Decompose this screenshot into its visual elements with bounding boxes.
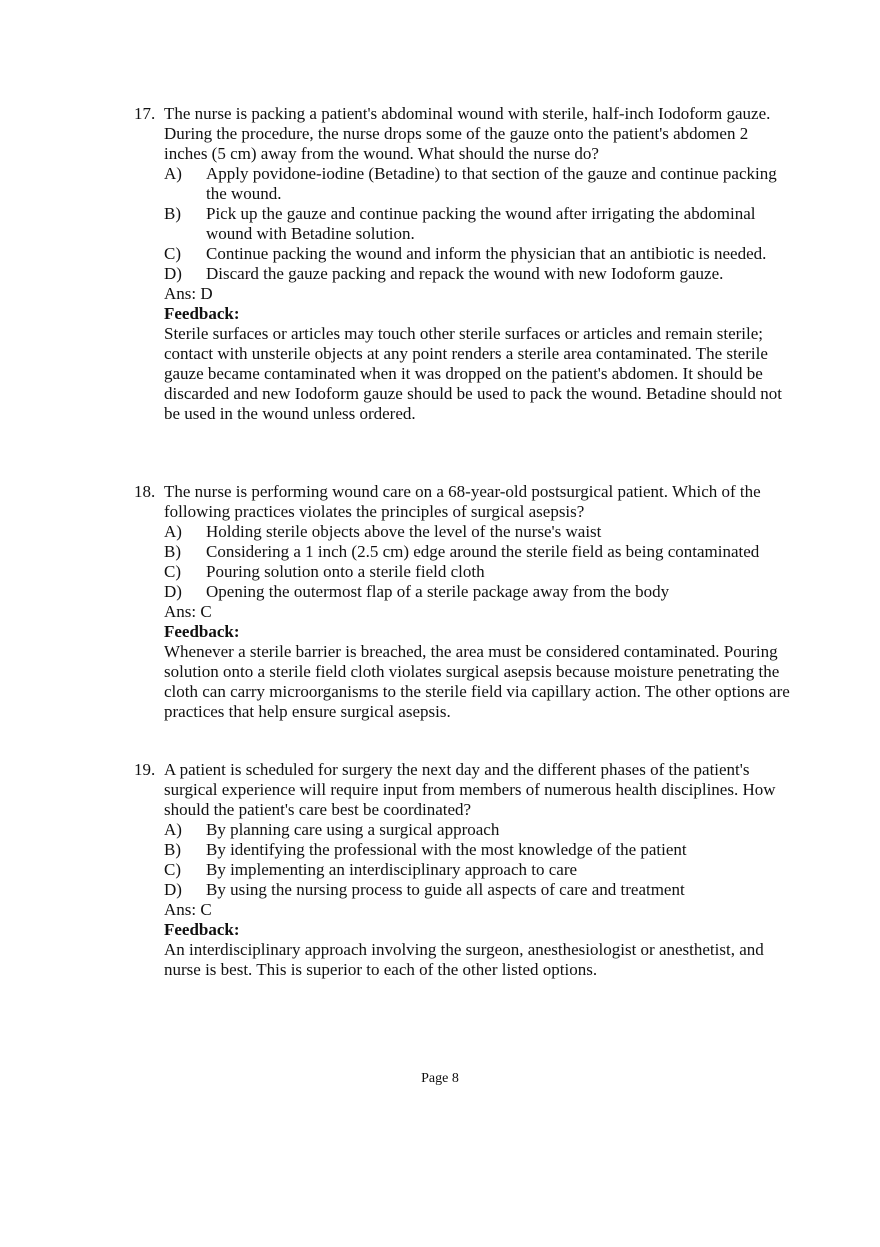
- option-letter: C): [164, 244, 181, 263]
- feedback-text: Sterile surfaces or articles may touch other sterile surfaces or articles and remain sterile; contact with unsterile objects at any point renders a sterile area contaminated. The sterile gauze became contaminated when it was dropped on the patient's abdomen. It should be discarded and new Iodoform gauze should be used to pack the wound. Betadine should not be used in the wound unless ordered.: [164, 324, 782, 423]
- option-letter: A): [164, 522, 182, 541]
- feedback-label: Feedback:: [164, 304, 240, 323]
- option-b: [164, 542, 794, 562]
- option-c: [164, 244, 794, 264]
- option-c: [164, 860, 794, 880]
- question-number: 18.: [134, 482, 156, 501]
- option-letter: D): [164, 582, 182, 601]
- option-d: [164, 582, 794, 602]
- option-a: [164, 164, 794, 204]
- option-text: Considering a 1 inch (2.5 cm) edge around the sterile field as being contaminated: [206, 542, 760, 561]
- option-letter: C): [164, 562, 181, 581]
- option-letter: B): [164, 204, 181, 223]
- option-text: Discard the gauze packing and repack the wound with new Iodoform gauze.: [206, 264, 724, 283]
- feedback-label: Feedback:: [164, 622, 240, 641]
- option-text: By using the nursing process to guide all aspects of care and treatment: [206, 880, 685, 899]
- question-number: 17.: [134, 104, 156, 123]
- option-letter: D): [164, 880, 182, 899]
- question-number: 19.: [134, 760, 156, 779]
- answer-key: Ans: D: [164, 284, 213, 303]
- option-letter: C): [164, 860, 181, 879]
- option-b: [164, 840, 794, 860]
- option-text: Pouring solution onto a sterile field cloth: [206, 562, 485, 581]
- option-text: Opening the outermost flap of a sterile package away from the body: [206, 582, 670, 601]
- option-letter: A): [164, 164, 182, 183]
- option-d: [164, 264, 794, 284]
- feedback-text: Whenever a sterile barrier is breached, the area must be considered contaminated. Pouring solution onto a sterile field cloth violates surgical asepsis because moisture penetrating the cloth can carry microorganisms to the sterile field via capillary action. The other options are practices that help ensure surgical asepsis.: [164, 642, 790, 721]
- feedback-text: An interdisciplinary approach involving the surgeon, anesthesiologist or anesthetist, and nurse is best. This is superior to each of the other listed options.: [164, 940, 764, 979]
- feedback-label: Feedback:: [164, 920, 240, 939]
- option-text: Pick up the gauze and continue packing the wound after irrigating the abdominal wound with Betadine solution.: [206, 204, 756, 243]
- answer-key: Ans: C: [164, 900, 212, 919]
- option-letter: B): [164, 840, 181, 859]
- option-c: [164, 562, 794, 582]
- question-19: [134, 760, 794, 980]
- option-text: By planning care using a surgical approach: [206, 820, 500, 839]
- question-stem: The nurse is packing a patient's abdominal wound with sterile, half-inch Iodoform gauze. During the procedure, the nurse drops some of the gauze onto the patient's abdomen 2 inches (5 cm) away from the wound. What should the nurse do?: [164, 104, 771, 163]
- answer-key: Ans: C: [164, 602, 212, 621]
- option-text: Apply povidone-iodine (Betadine) to that section of the gauze and continue packing the wound.: [206, 164, 777, 203]
- question-stem: The nurse is performing wound care on a 68-year-old postsurgical patient. Which of the following practices violates the principles of surgical asepsis?: [164, 482, 761, 521]
- option-b: [164, 204, 794, 244]
- option-a: [164, 522, 794, 542]
- option-text: By implementing an interdisciplinary approach to care: [206, 860, 578, 879]
- option-d: [164, 880, 794, 900]
- option-text: By identifying the professional with the most knowledge of the patient: [206, 840, 687, 859]
- option-letter: B): [164, 542, 181, 561]
- option-letter: D): [164, 264, 182, 283]
- question-18: [134, 482, 794, 722]
- question-stem: A patient is scheduled for surgery the next day and the different phases of the patient's surgical experience will require input from members of numerous health disciplines. How should the patient's care best be coordinated?: [164, 760, 776, 819]
- option-text: Continue packing the wound and inform the physician that an antibiotic is needed.: [206, 244, 767, 263]
- option-a: [164, 820, 794, 840]
- option-text: Holding sterile objects above the level of the nurse's waist: [206, 522, 602, 541]
- page-number: Page 8: [421, 1071, 459, 1086]
- question-17: [134, 104, 794, 424]
- option-letter: A): [164, 820, 182, 839]
